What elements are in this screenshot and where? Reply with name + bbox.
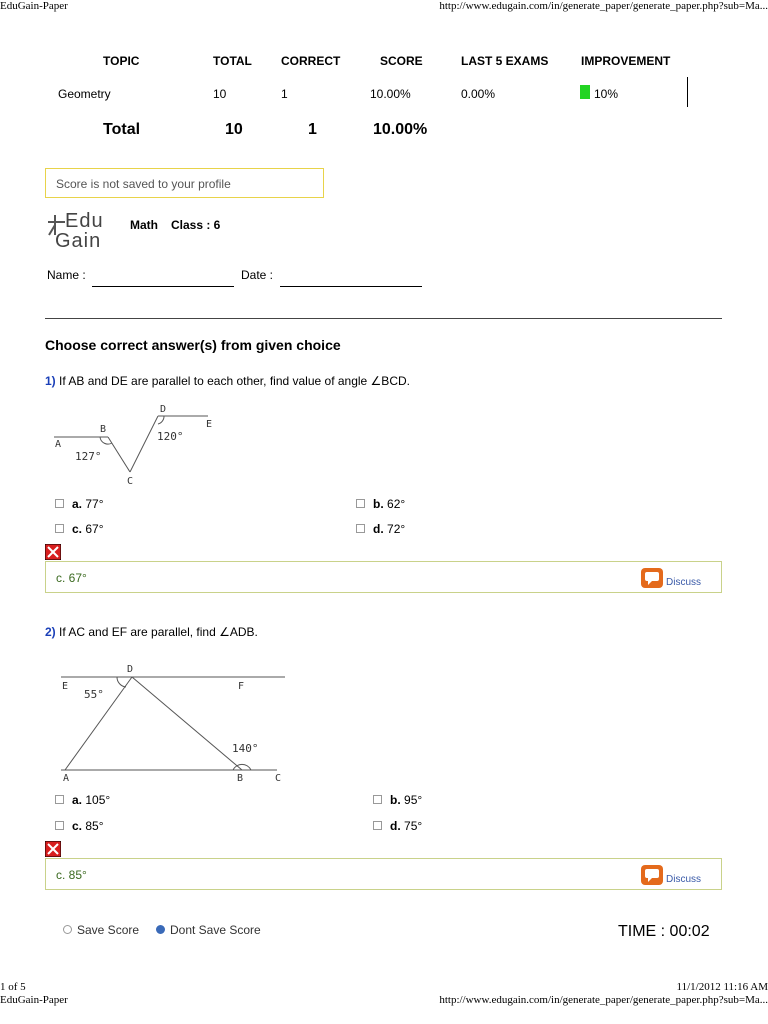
col-header-topic: TOPIC	[103, 54, 140, 68]
total-score: 10.00%	[373, 121, 428, 138]
checkbox[interactable]	[55, 499, 64, 508]
name-label: Name :	[47, 268, 86, 282]
q2-option-d[interactable]: d. 75°	[373, 819, 422, 833]
dont-save-score-radio[interactable]	[156, 925, 165, 934]
fig2-label-c: C	[275, 773, 282, 784]
total-total: 10	[225, 121, 243, 138]
print-header-url-2: http://www.edugain.com/in/generate_paper/generate_paper.php?sub=Ma...	[439, 994, 768, 1006]
improvement-bar	[580, 85, 590, 99]
checkbox[interactable]	[55, 821, 64, 830]
save-score-option[interactable]	[63, 923, 139, 937]
timer: TIME : 00:02	[618, 923, 710, 940]
wrong-answer-icon	[45, 544, 61, 560]
discuss-icon	[641, 865, 663, 885]
q1-option-a[interactable]: a. 77°	[55, 497, 104, 511]
q1-option-c[interactable]: c. 67°	[55, 522, 104, 536]
class-label: Class : 6	[171, 218, 221, 232]
table-divider	[687, 77, 688, 107]
print-datetime: 11/1/2012 11:16 AM	[676, 981, 768, 993]
question-1-figure	[50, 400, 220, 490]
q1-option-b[interactable]: b. 62°	[356, 497, 405, 511]
discuss-icon	[641, 568, 663, 588]
checkbox[interactable]	[373, 795, 382, 804]
fig1-label-d: D	[160, 404, 167, 415]
edugain-logo	[47, 210, 122, 256]
correct-answer: c. 67°	[56, 571, 87, 585]
q1-option-d[interactable]: d. 72°	[356, 522, 405, 536]
question-text: If AC and EF are parallel, find ∠ADB.	[59, 625, 258, 639]
logo-line2: Gain	[55, 230, 102, 252]
question-2	[45, 625, 258, 639]
question-number: 2)	[45, 625, 56, 639]
fig2-label-d: D	[127, 664, 134, 675]
question-number: 1)	[45, 374, 56, 388]
checkbox[interactable]	[373, 821, 382, 830]
correct-answer: c. 85°	[56, 868, 87, 882]
cell-score: 10.00%	[370, 87, 411, 101]
fig1-label-a: A	[55, 439, 62, 450]
discuss-label: Discuss	[666, 577, 702, 588]
print-header-title: EduGain-Paper	[0, 0, 68, 12]
fig2-label-e: E	[62, 681, 69, 692]
total-correct: 1	[308, 121, 317, 138]
fig2-label-f: F	[238, 681, 245, 692]
question-1	[45, 374, 410, 388]
save-score-label: Save Score	[77, 923, 140, 937]
q2-option-b[interactable]: b. 95°	[373, 793, 422, 807]
score-notice: Score is not saved to your profile	[45, 168, 324, 198]
question-2-figure	[55, 660, 295, 785]
cell-topic: Geometry	[58, 87, 111, 101]
dont-save-score-option[interactable]	[156, 923, 261, 937]
fig1-angle-b: 127°	[75, 450, 102, 463]
checkbox[interactable]	[356, 524, 365, 533]
col-header-last5: LAST 5 EXAMS	[461, 54, 549, 68]
instructions-heading: Choose correct answer(s) from given choice	[45, 337, 341, 353]
discuss-button[interactable]	[641, 865, 711, 887]
fig2-angle-b: 140°	[232, 742, 259, 755]
discuss-button[interactable]	[641, 568, 711, 590]
question-text: If AB and DE are parallel to each other, find value of angle ∠BCD.	[59, 374, 410, 388]
print-header-url: http://www.edugain.com/in/generate_paper/generate_paper.php?sub=Ma...	[439, 0, 768, 12]
wrong-answer-icon	[45, 841, 61, 857]
cell-correct: 1	[281, 87, 288, 101]
fig1-label-e: E	[206, 419, 213, 430]
date-label: Date :	[241, 268, 274, 282]
section-divider	[45, 318, 722, 319]
page-number: 1 of 5	[0, 981, 26, 993]
discuss-label: Discuss	[666, 874, 702, 885]
cell-total: 10	[213, 87, 227, 101]
name-field[interactable]	[92, 286, 234, 287]
logo-line1: Edu	[65, 210, 104, 232]
fig1-label-c: C	[127, 476, 134, 487]
save-score-radio[interactable]	[63, 925, 72, 934]
col-header-improvement: IMPROVEMENT	[581, 54, 671, 68]
q1-answer-box	[45, 561, 722, 593]
fig2-label-a: A	[63, 773, 70, 784]
cell-last5: 0.00%	[461, 87, 496, 101]
fig2-label-b: B	[237, 773, 244, 784]
q2-answer-box	[45, 858, 722, 890]
q2-option-c[interactable]: c. 85°	[55, 819, 104, 833]
cell-improvement: 10%	[594, 87, 619, 101]
subject-label: Math	[130, 218, 158, 232]
checkbox[interactable]	[356, 499, 365, 508]
fig2-angle-d: 55°	[84, 688, 104, 701]
fig1-angle-d: 120°	[157, 430, 184, 443]
dont-save-score-label: Dont Save Score	[170, 923, 261, 937]
date-field[interactable]	[280, 286, 422, 287]
col-header-correct: CORRECT	[281, 54, 341, 68]
total-label: Total	[103, 121, 141, 138]
fig1-label-b: B	[100, 424, 107, 435]
checkbox[interactable]	[55, 524, 64, 533]
q2-option-a[interactable]: a. 105°	[55, 793, 110, 807]
col-header-total: TOTAL	[213, 54, 252, 68]
print-header-title-2: EduGain-Paper	[0, 994, 68, 1006]
col-header-score: SCORE	[380, 54, 423, 68]
checkbox[interactable]	[55, 795, 64, 804]
